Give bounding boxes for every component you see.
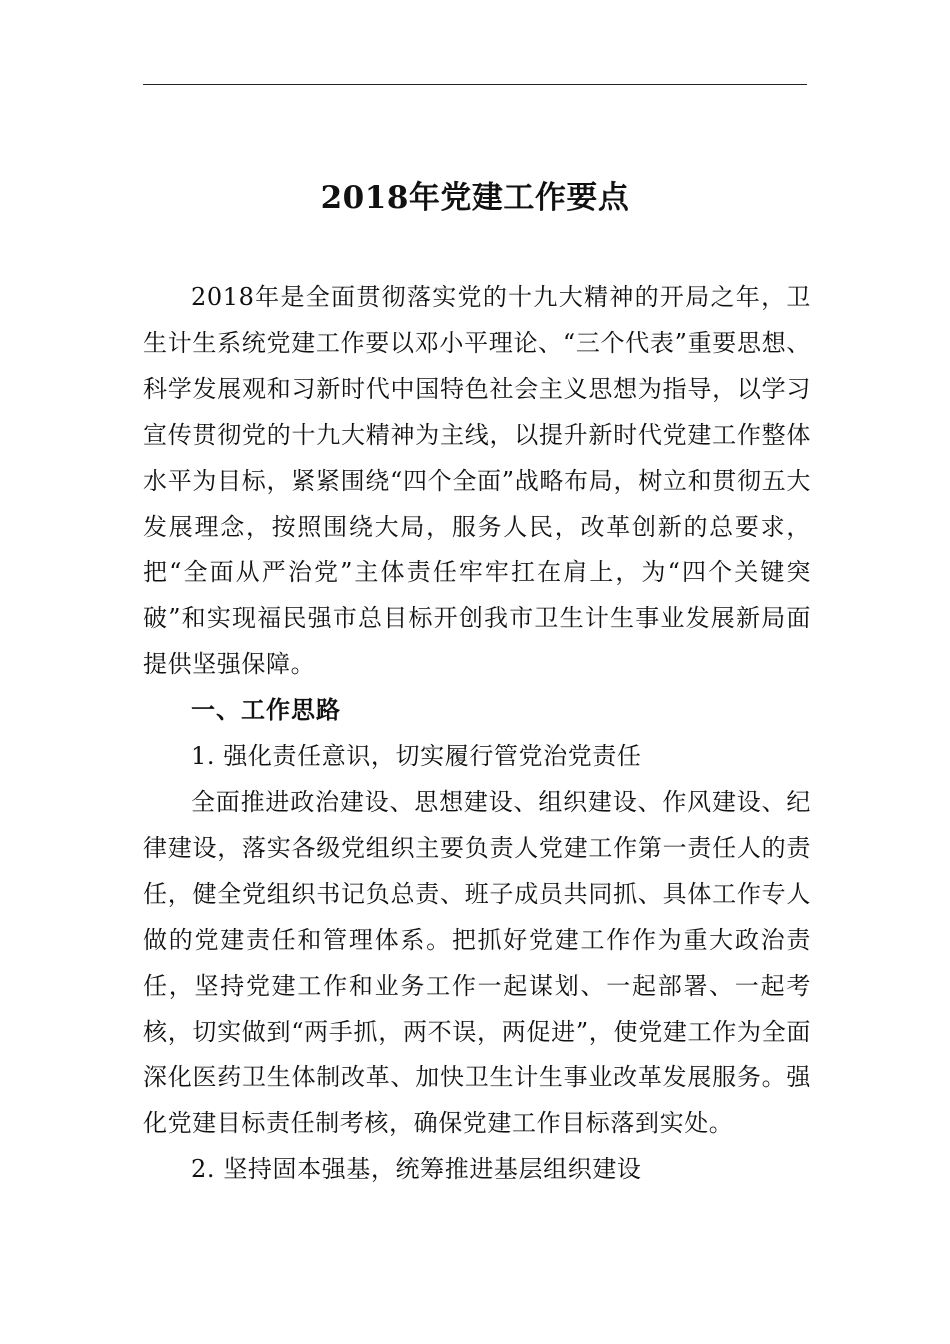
document-title: 2018年党建工作要点 [320,180,630,216]
responsibility-paragraph: 全面推进政治建设、思想建设、组织建设、作风建设、纪律建设，落实各级党组织主要负责人党建工作第一责任人的责任，健全党组织书记负总责、班子成员共同抓、具体工作专人做的党建责任和管理体系。把抓好党建工作作为重大政治责任，坚持党建工作和业务工作一起谋划、一起部署、一起考核，切实做到“两手抓，两不误，两促进”，使党建工作为全面深化医药卫生体制改革、加快卫生计生事业改革发展服务。强化党建目标责任制考核，确保党建工作目标落到实处。 [143,787,811,1138]
document-body [143,275,811,1193]
subheading-responsibility: 1. 强化责任意识，切实履行管党治党责任 [191,742,642,771]
section-heading-work-ideas: 一、工作思路 [191,696,341,725]
intro-paragraph: 2018年是全面贯彻落实党的十九大精神的开局之年，卫生计生系统党建工作要以邓小平理论、“三个代表”重要思想、科学发展观和习新时代中国特色社会主义思想为指导，以学习宣传贯彻党的十九大精神为主线，以提升新时代党建工作整体水平为目标，紧紧围绕“四个全面”战略布局，树立和贯彻五大发展理念，按照围绕大局，服务人民，改革创新的总要求，把“全面从严治党”主体责任牢牢扛在肩上，为“四个关键突破”和实现福民强市总目标开创我市卫生计生事业发展新局面提供坚强保障。 [143,283,811,679]
header-rule [143,84,807,85]
subheading-grassroots: 2. 坚持固本强基，统筹推进基层组织建设 [191,1155,642,1184]
